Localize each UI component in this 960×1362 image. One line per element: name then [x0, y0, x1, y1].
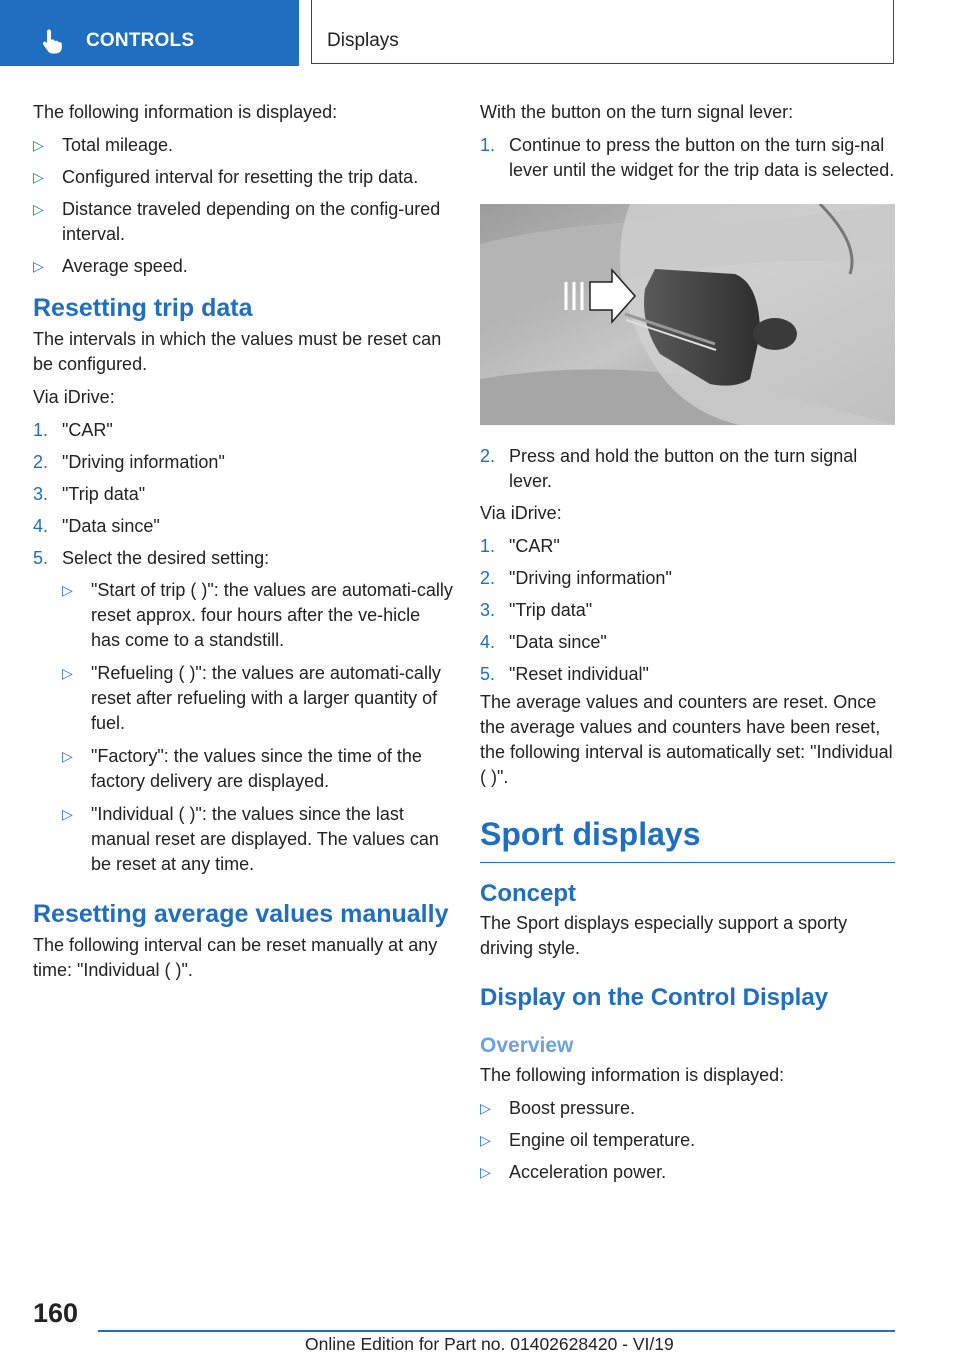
heading-resetting-trip-data: Resetting trip data	[33, 294, 253, 322]
bullet-triangle-icon: ▷	[62, 748, 73, 764]
chapter-tab-displays[interactable]	[311, 0, 894, 64]
chapter-tab-label: Displays	[327, 30, 399, 51]
via-idrive-label: Via iDrive:	[480, 503, 562, 523]
reset-avg-body: The following interval can be reset manually at any time: "Individual ( )".	[33, 935, 438, 980]
pointing-hand-icon	[40, 28, 66, 54]
section-tab-controls[interactable]	[0, 0, 299, 66]
right-column	[480, 100, 895, 1192]
turn-signal-steps	[480, 133, 895, 183]
footer-divider	[98, 1330, 895, 1332]
step-item: 4. "Data since"	[480, 632, 607, 652]
bullet-triangle-icon: ▷	[62, 806, 73, 822]
step-item: 1. Continue to press the button on the turn sig‐nal lever until the widget for the trip data is selected.	[480, 135, 895, 180]
step-item: 2. "Driving information"	[33, 452, 225, 472]
page-header	[0, 0, 960, 66]
list-item: ▷ Boost pressure.	[480, 1096, 895, 1121]
edition-note: Online Edition for Part no. 01402628420 - VI/19	[305, 1334, 674, 1354]
step-item: 3. "Trip data"	[33, 484, 146, 504]
info-list	[33, 133, 453, 279]
idrive-steps	[480, 534, 895, 687]
setting-options	[62, 578, 453, 877]
heading-concept: Concept	[480, 880, 576, 907]
option-item: ▷ "Individual ( )": the values since the last manual reset are displayed. The values can be reset at any time.	[62, 804, 439, 874]
bullet-triangle-icon: ▷	[33, 169, 44, 185]
reset-trip-body: The intervals in which the values must be reset can be configured.	[33, 329, 442, 374]
step-item: 3. "Trip data"	[480, 600, 593, 620]
heading-resetting-average-values: Resetting average values manually	[33, 900, 449, 928]
list-item: ▷ Engine oil temperature.	[480, 1128, 895, 1153]
left-column	[33, 100, 453, 991]
step-item: 2. Press and hold the button on the turn signal lever.	[480, 446, 858, 491]
reset-note: The average values and counters are reset. Once the average values and counters have been reset, the following interval is automatically set: "Individual ( )".	[480, 692, 893, 787]
bullet-triangle-icon: ▷	[62, 665, 73, 681]
bullet-triangle-icon: ▷	[33, 201, 44, 217]
overview-list	[480, 1096, 895, 1185]
list-item: ▷ Configured interval for resetting the trip data.	[33, 165, 453, 190]
list-item: ▷ Total mileage.	[33, 133, 453, 158]
turn-signal-lever-illustration	[480, 204, 895, 425]
step-item: 4. "Data since"	[33, 516, 160, 536]
step-item: 1. "CAR"	[480, 536, 560, 556]
reset-trip-steps	[33, 418, 453, 877]
list-item: ▷ Acceleration power.	[480, 1160, 895, 1185]
info-intro: The following information is displayed:	[33, 102, 338, 122]
step-item: 1. "CAR"	[33, 420, 113, 440]
list-item: ▷ Average speed.	[33, 254, 453, 279]
step-item: 5. "Reset individual"	[480, 664, 649, 684]
option-item: ▷ "Factory": the values since the time of the factory delivery are displayed.	[62, 746, 422, 791]
bullet-triangle-icon: ▷	[480, 1132, 491, 1148]
heading-sport-displays: Sport displays	[480, 814, 895, 863]
bullet-triangle-icon: ▷	[480, 1100, 491, 1116]
bullet-triangle-icon: ▷	[480, 1164, 491, 1180]
step-item: 5. Select the desired setting: ▷ "Start of trip ( )": the values are automati‐cally reset approx. four hours after the ve‐hicle has come to a standstill. ▷ "Refueling ( )": the values are automati‐cally reset after refueling with a larger quantity of fuel. ▷ "Factory": the values since the time of the factory delivery are displayed. ▷ "Individual ( )": the values since the last manual reset are displayed. The values can be reset at any time.	[33, 546, 453, 877]
option-item: ▷ "Refueling ( )": the values are automati‐cally reset after refueling with a larger quantity of fuel.	[62, 663, 441, 733]
turn-signal-intro: With the button on the turn signal lever:	[480, 102, 794, 122]
heading-overview: Overview	[480, 1034, 574, 1057]
overview-intro: The following information is displayed:	[480, 1065, 785, 1085]
concept-body: The Sport displays especially support a sporty driving style.	[480, 913, 848, 958]
heading-control-display: Display on the Control Display	[480, 984, 829, 1011]
bullet-triangle-icon: ▷	[33, 137, 44, 153]
bullet-triangle-icon: ▷	[33, 258, 44, 274]
page-number: 160	[33, 1298, 79, 1328]
via-idrive-label: Via iDrive:	[33, 387, 115, 407]
section-tab-label: CONTROLS	[86, 30, 195, 51]
step-item: 2. "Driving information"	[480, 568, 672, 588]
option-item: ▷ "Start of trip ( )": the values are automati‐cally reset approx. four hours after the ve‐hicle has come to a standstill.	[62, 580, 453, 650]
turn-signal-steps-cont	[480, 444, 895, 494]
bullet-triangle-icon: ▷	[62, 582, 73, 598]
list-item: ▷ Distance traveled depending on the config‐ured interval.	[33, 199, 441, 244]
